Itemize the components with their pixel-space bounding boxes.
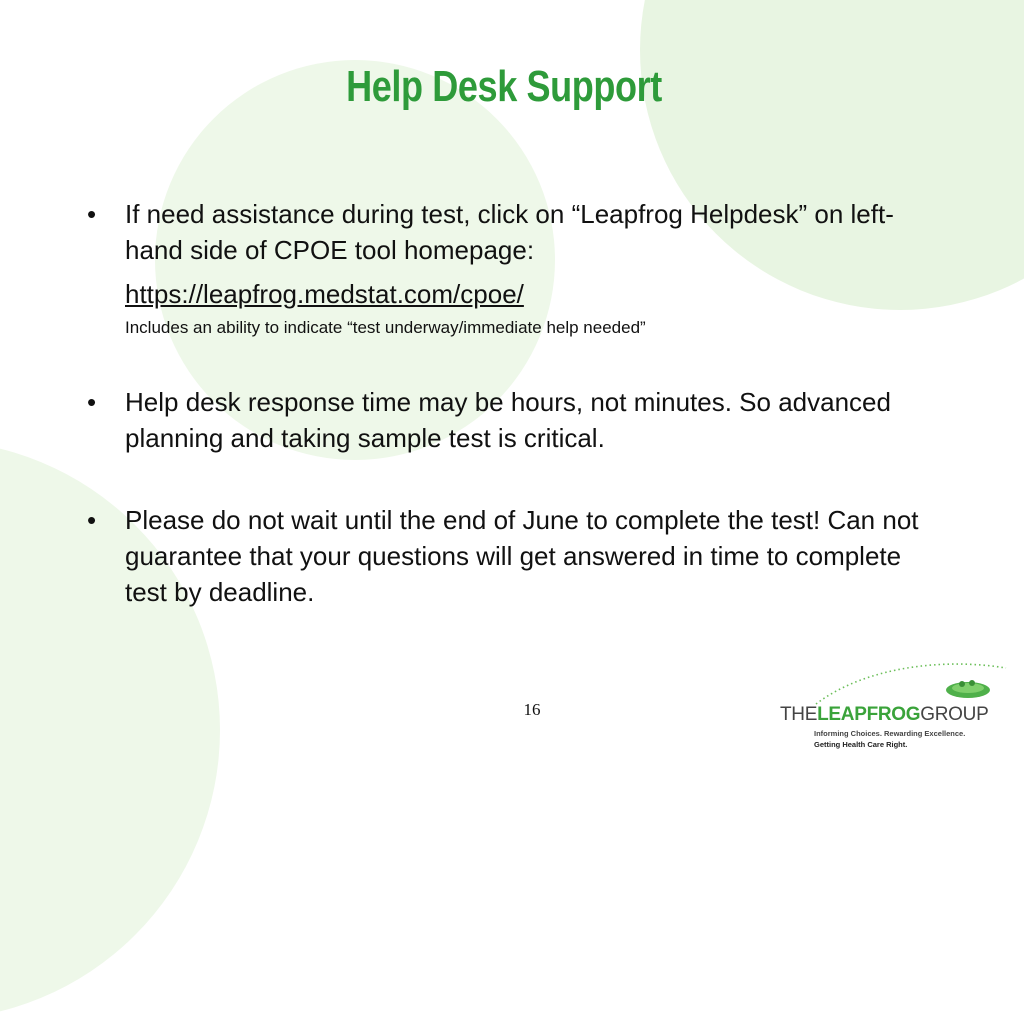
logo-tagline: Informing Choices. Rewarding Excellence.: [814, 729, 966, 738]
bullet-text: If need assistance during test, click on “Leapfrog Helpdesk” on left-hand side of CPOE tool homepage:: [125, 199, 894, 265]
leapfrog-group-logo: [776, 660, 1012, 760]
bullet-item: [87, 384, 947, 456]
bullet-text: Please do not wait until the end of June to complete the test! Can not guarantee that your questions will get answered in time to complete test by deadline.: [125, 505, 919, 607]
bullet-symbol: •: [87, 387, 97, 417]
bullet-item: [87, 196, 947, 268]
logo-tagline: Getting Health Care Right.: [814, 740, 908, 749]
bullet-text: Help desk response time may be hours, not minutes. So advanced planning and taking sample test is critical.: [125, 387, 891, 453]
bullet-symbol: •: [87, 199, 97, 229]
bullet-symbol: •: [87, 505, 97, 535]
slide-title: Help Desk Support: [346, 62, 662, 111]
lily-pad-icon: [776, 660, 1012, 710]
bullet-note: Includes an ability to indicate “test underway/immediate help needed”: [125, 318, 646, 337]
bullet-list: [87, 196, 947, 610]
link-line: [87, 276, 947, 312]
logo-wordmark: THELEAPFROGGROUP: [780, 704, 989, 725]
page-number: 16: [523, 700, 541, 719]
cpoe-homepage-link[interactable]: https://leapfrog.medstat.com/cpoe/: [125, 279, 524, 309]
bullet-item: [87, 502, 947, 610]
